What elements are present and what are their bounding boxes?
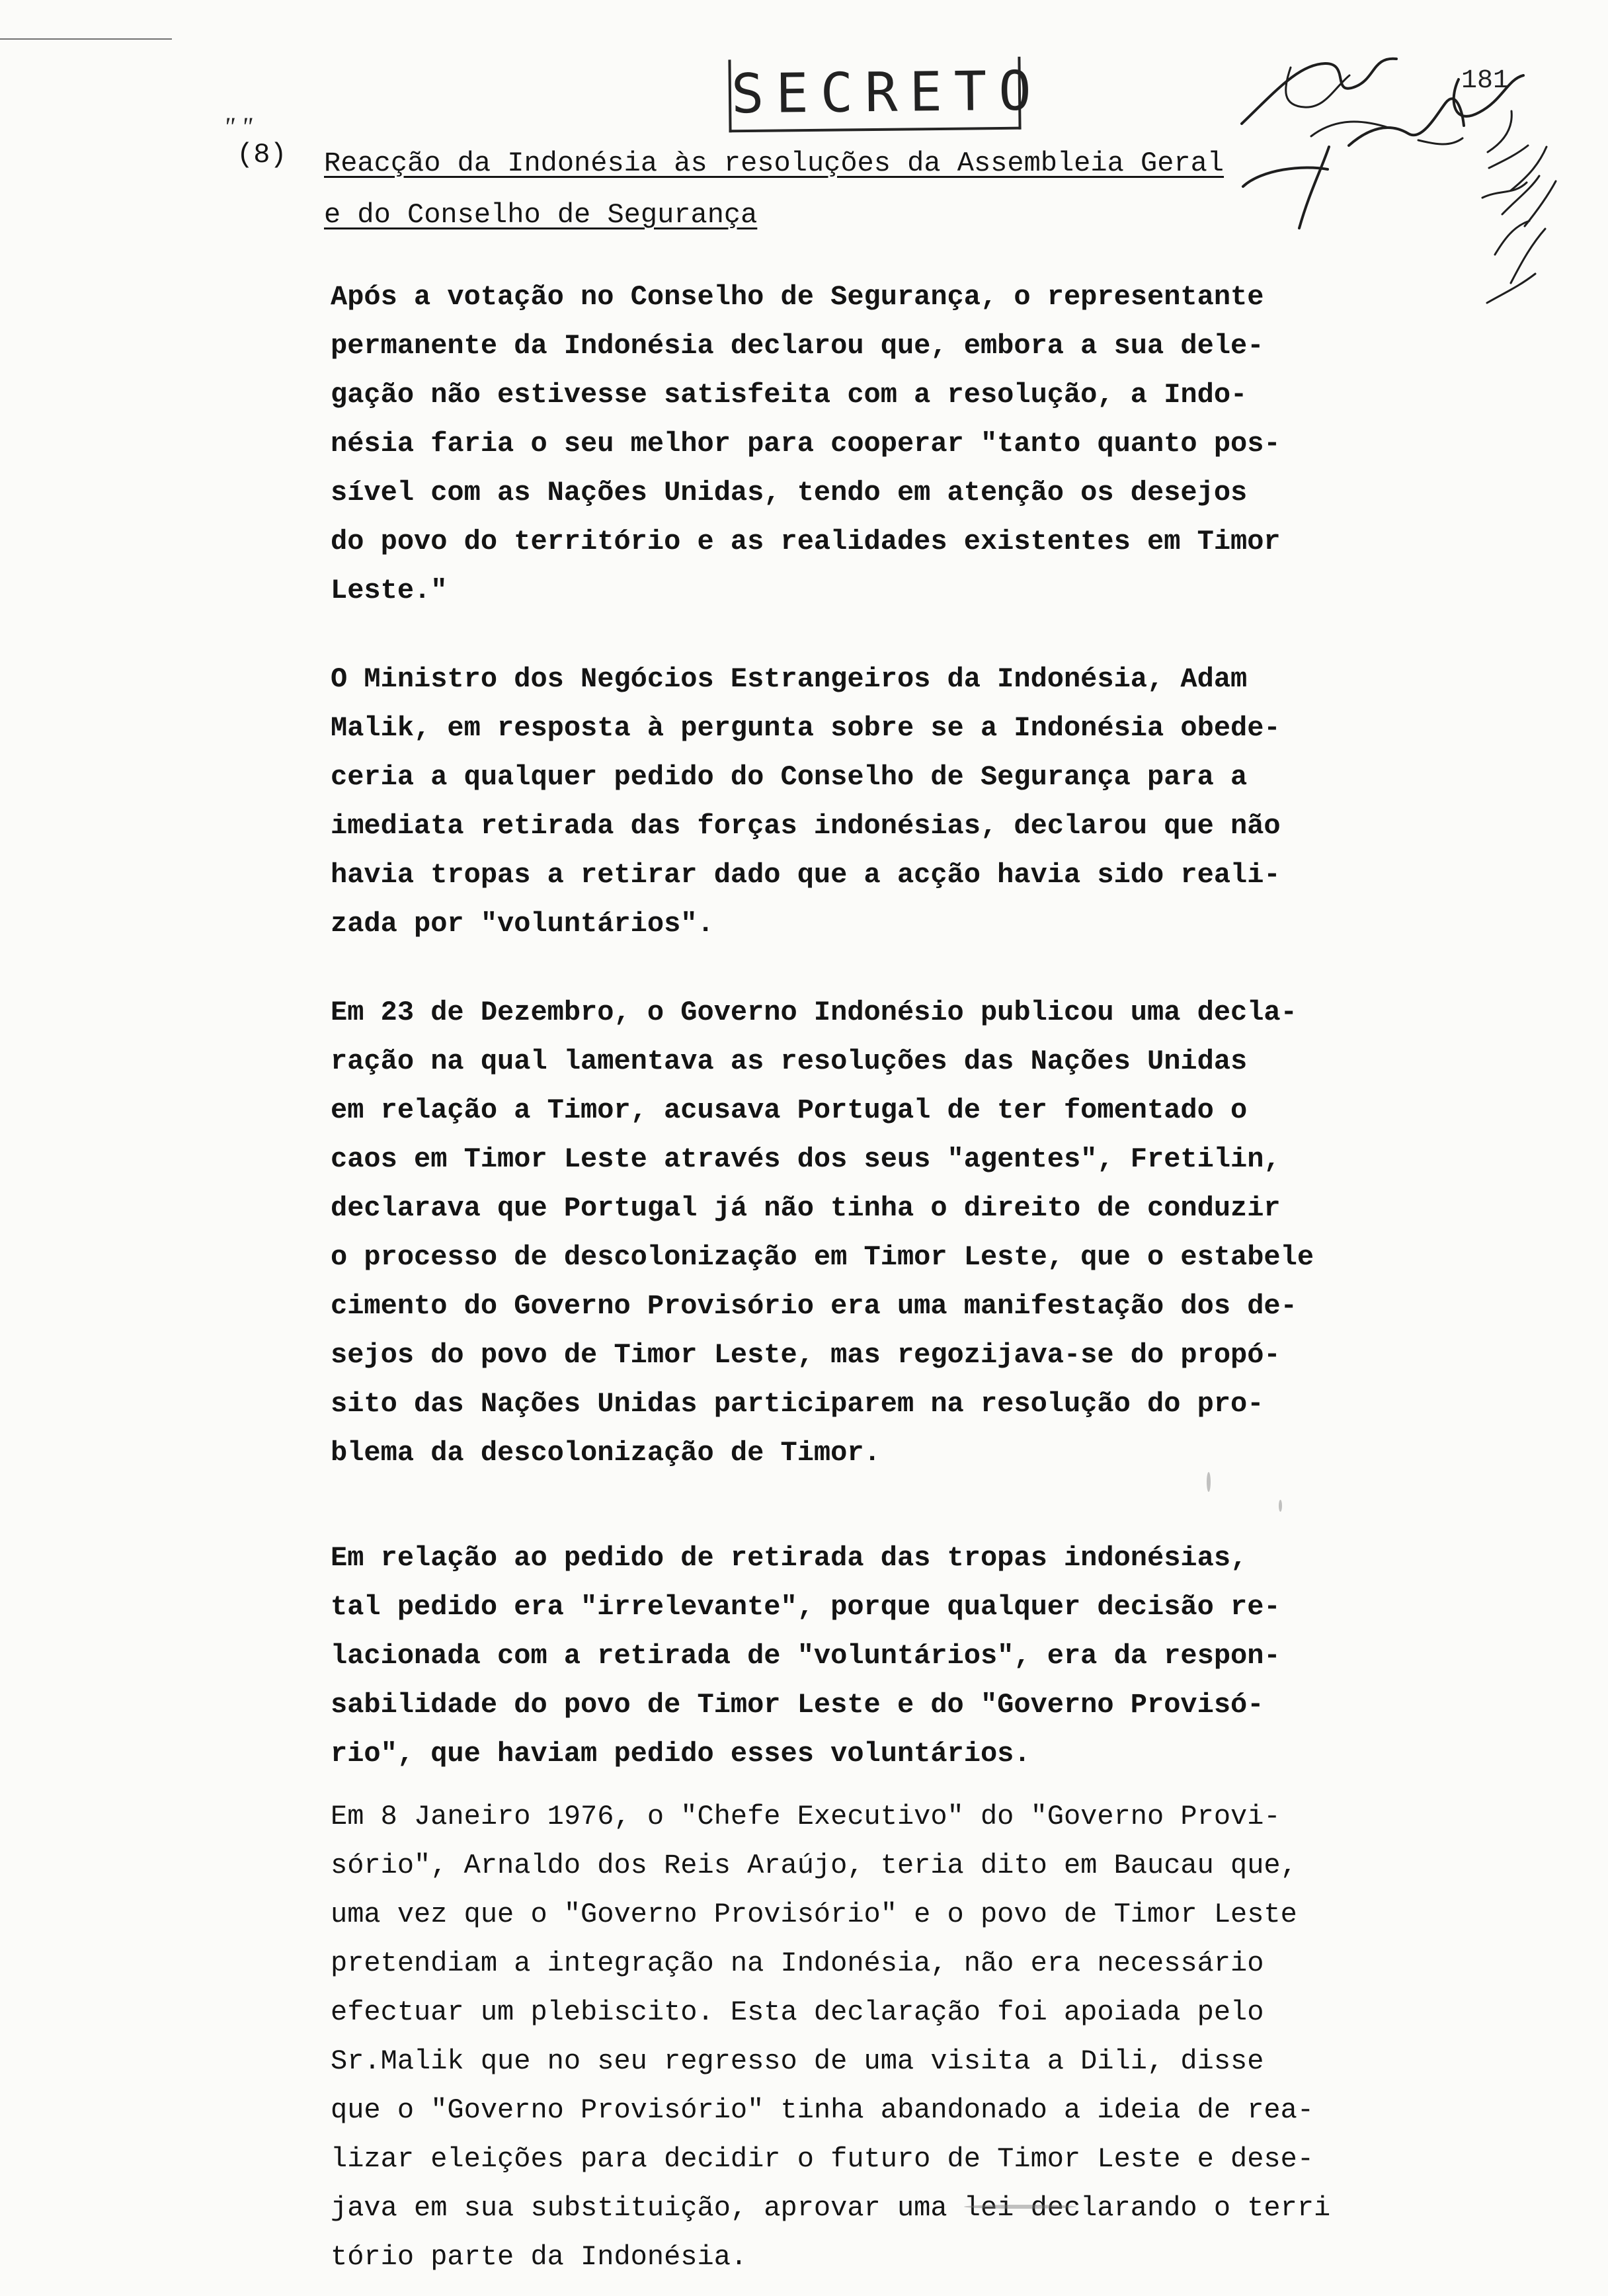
paragraph-line: uma vez que o "Governo Provisório" e o povo de Timor Leste xyxy=(331,1899,1297,1930)
paragraph-line: tório parte da Indonésia. xyxy=(331,2241,748,2273)
paragraph-line: lacionada com a retirada de "voluntários", era da respon- xyxy=(331,1640,1281,1672)
paragraph-line: caos em Timor Leste através dos seus "agentes", Fretilin, xyxy=(331,1143,1281,1175)
paragraph-line: permanente da Indonésia declarou que, embora a sua dele- xyxy=(331,330,1264,362)
scan-speck xyxy=(964,2205,1076,2209)
paragraph-line: zada por "voluntários". xyxy=(331,908,714,940)
paragraph-line: java em sua substituição, aprovar uma lei declarando o terri xyxy=(331,2192,1331,2224)
paragraph-2 xyxy=(331,655,1521,948)
paragraph-line: sejos do povo de Timor Leste, mas regozijava-se do propó- xyxy=(331,1339,1281,1371)
page-number: 181 xyxy=(1461,66,1509,96)
paragraph-line: sório", Arnaldo dos Reis Araújo, teria dito em Baucau que, xyxy=(331,1850,1297,1881)
paragraph-line: sabilidade do povo de Timor Leste e do "Governo Provisó- xyxy=(331,1689,1264,1721)
paragraph-line: gação não estivesse satisfeita com a resolução, a Indo- xyxy=(331,379,1248,411)
paragraph-line: Em relação ao pedido de retirada das tropas indonésias, xyxy=(331,1542,1248,1574)
paragraph-line: ração na qual lamentava as resoluções das Nações Unidas xyxy=(331,1046,1248,1077)
section-quote-mark: " " xyxy=(223,112,253,142)
paragraph-line: havia tropas a retirar dado que a acção havia sido reali- xyxy=(331,859,1281,891)
paragraph-line: o processo de descolonização em Timor Leste, que o estabele xyxy=(331,1241,1314,1273)
paragraph-line: que o "Governo Provisório" tinha abandonado a ideia de rea- xyxy=(331,2094,1314,2126)
scan-speck xyxy=(1279,1500,1282,1512)
paragraph-line: Após a votação no Conselho de Segurança, o representante xyxy=(331,281,1264,313)
paragraph-line: lizar eleições para decidir o futuro de Timor Leste e dese- xyxy=(331,2143,1314,2175)
paragraph-line: imediata retirada das forças indonésias, declarou que não xyxy=(331,810,1281,842)
paragraph-line: blema da descolonização de Timor. xyxy=(331,1437,881,1469)
paragraph-line: pretendiam a integração na Indonésia, não era necessário xyxy=(331,1948,1264,1979)
paragraph-1 xyxy=(331,272,1521,615)
paragraph-line: Em 8 Janeiro 1976, o "Chefe Executivo" do "Governo Provi- xyxy=(331,1801,1281,1832)
paragraph-line: efectuar um plebiscito. Esta declaração foi apoiada pelo xyxy=(331,1996,1264,2028)
scan-speck xyxy=(1207,1472,1211,1492)
paragraph-5 xyxy=(331,1792,1521,2281)
heading-line: e do Conselho de Segurança xyxy=(324,199,758,231)
paragraph-3 xyxy=(331,988,1521,1477)
section-heading xyxy=(324,138,1461,241)
heading-line: Reacção da Indonésia às resoluções da Assembleia Geral xyxy=(324,147,1225,179)
paragraph-line: do povo do território e as realidades existentes em Timor xyxy=(331,526,1281,557)
paragraph-line: sível com as Nações Unidas, tendo em atenção os desejos xyxy=(331,477,1248,509)
paragraph-line: O Ministro dos Negócios Estrangeiros da Indonésia, Adam xyxy=(331,663,1248,695)
paragraph-line: sito das Nações Unidas participarem na resolução do pro- xyxy=(331,1388,1264,1420)
paragraph-line: Leste." xyxy=(331,575,448,606)
paragraph-line: Malik, em resposta à pergunta sobre se a Indonésia obede- xyxy=(331,712,1281,744)
top-left-margin-rule xyxy=(0,38,172,40)
paragraph-line: cimento do Governo Provisório era uma manifestação dos de- xyxy=(331,1290,1297,1322)
paragraph-line: tal pedido era "irrelevante", porque qualquer decisão re- xyxy=(331,1591,1281,1623)
paragraph-line: declarava que Portugal já não tinha o direito de conduzir xyxy=(331,1192,1281,1224)
paragraph-line: Sr.Malik que no seu regresso de uma visita a Dili, disse xyxy=(331,2045,1264,2077)
paragraph-line: nésia faria o seu melhor para cooperar "tanto quanto pos- xyxy=(331,428,1281,460)
paragraph-line: ceria a qualquer pedido do Conselho de Segurança para a xyxy=(331,761,1248,793)
paragraph-4 xyxy=(331,1534,1521,1778)
paragraph-line: em relação a Timor, acusava Portugal de ter fomentado o xyxy=(331,1094,1248,1126)
secret-stamp: SECRETO xyxy=(728,57,1021,133)
paragraph-line: rio", que haviam pedido esses voluntários. xyxy=(331,1738,1031,1770)
section-number: (8) xyxy=(237,139,287,171)
paragraph-line: Em 23 de Dezembro, o Governo Indonésio publicou uma decla- xyxy=(331,997,1297,1028)
